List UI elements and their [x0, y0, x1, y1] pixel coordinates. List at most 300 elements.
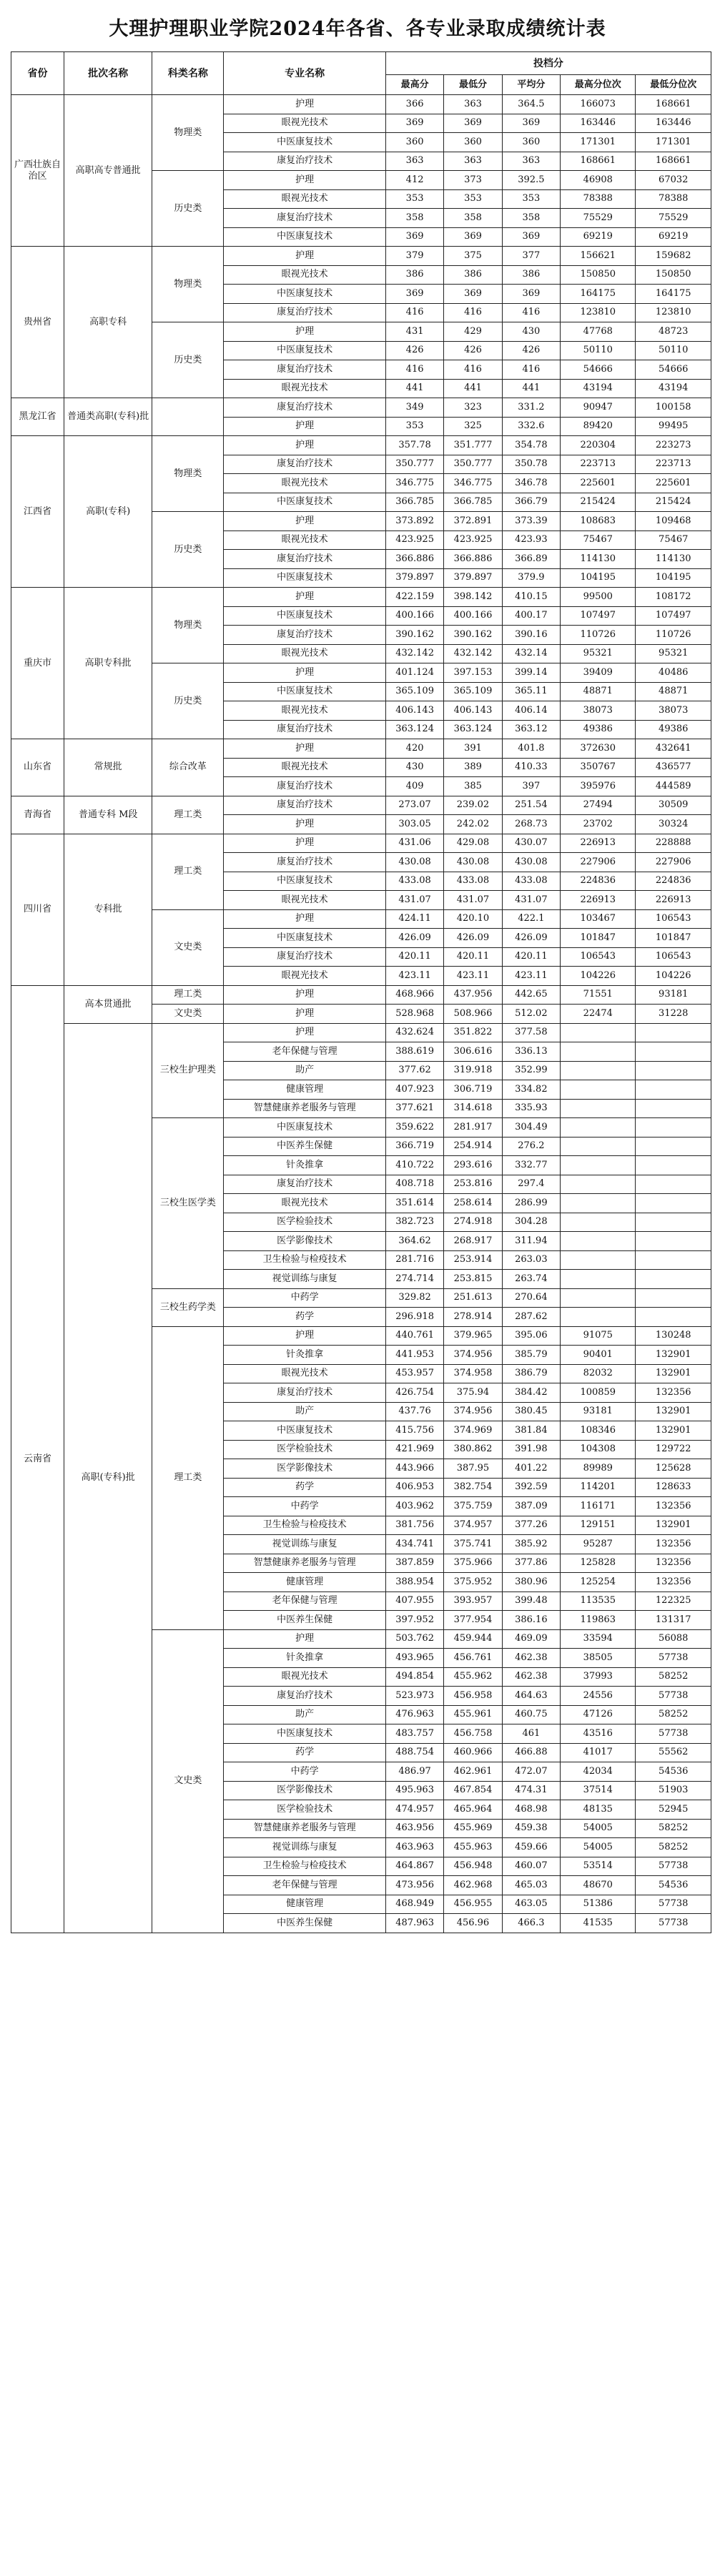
min-score-cell: 274.918: [444, 1213, 502, 1232]
max-score-cell: 468.966: [385, 985, 443, 1005]
max-rank-cell: 90401: [561, 1346, 636, 1365]
min-rank-cell: 107497: [636, 606, 711, 626]
col-batch: 批次名称: [64, 52, 152, 95]
min-score-cell: 406.143: [444, 701, 502, 721]
min-score-cell: 455.963: [444, 1838, 502, 1857]
max-rank-cell: 22474: [561, 1005, 636, 1024]
avg-score-cell: 406.14: [502, 701, 560, 721]
min-score-cell: 455.961: [444, 1705, 502, 1724]
major-cell: 康复治疗技术: [224, 777, 385, 796]
min-rank-cell: 50110: [636, 341, 711, 360]
max-rank-cell: 226913: [561, 891, 636, 910]
max-score-cell: 441: [385, 379, 443, 398]
max-score-cell: 406.953: [385, 1478, 443, 1497]
min-rank-cell: 109468: [636, 512, 711, 531]
avg-score-cell: 431.07: [502, 891, 560, 910]
province-cell: 四川省: [11, 834, 64, 985]
min-score-cell: 423.11: [444, 967, 502, 986]
min-score-cell: 372.891: [444, 512, 502, 531]
min-score-cell: 426: [444, 341, 502, 360]
max-rank-cell: 38505: [561, 1649, 636, 1668]
max-score-cell: 387.859: [385, 1554, 443, 1573]
major-cell: 老年保健与管理: [224, 1042, 385, 1062]
max-score-cell: 416: [385, 303, 443, 322]
max-rank-cell: 50110: [561, 341, 636, 360]
min-score-cell: 319.918: [444, 1061, 502, 1080]
max-score-cell: 358: [385, 209, 443, 228]
avg-score-cell: 401.8: [502, 739, 560, 759]
min-score-cell: 374.956: [444, 1402, 502, 1421]
max-score-cell: 430.08: [385, 853, 443, 872]
max-score-cell: 431.07: [385, 891, 443, 910]
min-score-cell: 379.897: [444, 568, 502, 588]
max-score-cell: 426.09: [385, 929, 443, 948]
min-rank-cell: [636, 1308, 711, 1327]
min-rank-cell: 150850: [636, 265, 711, 285]
min-score-cell: 369: [444, 227, 502, 247]
min-score-cell: 251.613: [444, 1288, 502, 1308]
min-rank-cell: 132356: [636, 1497, 711, 1516]
max-rank-cell: [561, 1061, 636, 1080]
max-score-cell: 274.714: [385, 1270, 443, 1289]
min-score-cell: 433.08: [444, 872, 502, 891]
header-row-1: [11, 52, 711, 75]
min-rank-cell: 132356: [636, 1554, 711, 1573]
col-min-rank: 最低分位次: [636, 75, 711, 95]
avg-score-cell: 353: [502, 189, 560, 209]
min-score-cell: 281.917: [444, 1118, 502, 1138]
major-cell: 眼视光技术: [224, 644, 385, 663]
avg-score-cell: 459.66: [502, 1838, 560, 1857]
avg-score-cell: 426: [502, 341, 560, 360]
avg-score-cell: 335.93: [502, 1099, 560, 1118]
min-rank-cell: 99495: [636, 417, 711, 436]
avg-score-cell: 397: [502, 777, 560, 796]
min-rank-cell: 128633: [636, 1478, 711, 1497]
max-score-cell: 424.11: [385, 909, 443, 929]
max-score-cell: 423.11: [385, 967, 443, 986]
min-score-cell: 386: [444, 265, 502, 285]
min-score-cell: 365.109: [444, 682, 502, 701]
max-score-cell: 426: [385, 341, 443, 360]
major-cell: 康复治疗技术: [224, 1687, 385, 1706]
major-cell: 护理: [224, 588, 385, 607]
avg-score-cell: 332.77: [502, 1156, 560, 1175]
major-cell: 健康管理: [224, 1573, 385, 1592]
max-score-cell: 366.785: [385, 493, 443, 512]
major-cell: 中医康复技术: [224, 341, 385, 360]
avg-score-cell: 423.11: [502, 967, 560, 986]
min-score-cell: 253.914: [444, 1250, 502, 1270]
max-score-cell: 416: [385, 360, 443, 380]
min-score-cell: 389: [444, 758, 502, 777]
batch-cell: 高职(专科)批: [64, 1023, 152, 1933]
max-score-cell: 369: [385, 114, 443, 133]
max-score-cell: 420.11: [385, 947, 443, 967]
min-score-cell: 363: [444, 95, 502, 114]
avg-score-cell: 426.09: [502, 929, 560, 948]
major-cell: 康复治疗技术: [224, 853, 385, 872]
avg-score-cell: 387.09: [502, 1497, 560, 1516]
max-rank-cell: 43194: [561, 379, 636, 398]
max-rank-cell: 95321: [561, 644, 636, 663]
max-rank-cell: 41535: [561, 1914, 636, 1933]
min-rank-cell: [636, 1137, 711, 1156]
avg-score-cell: 460.75: [502, 1705, 560, 1724]
min-rank-cell: 75467: [636, 531, 711, 550]
table-row: [11, 436, 711, 455]
min-rank-cell: 93181: [636, 985, 711, 1005]
avg-score-cell: 464.63: [502, 1687, 560, 1706]
max-rank-cell: 116171: [561, 1497, 636, 1516]
max-rank-cell: [561, 1250, 636, 1270]
major-cell: 针灸推拿: [224, 1346, 385, 1365]
major-cell: 智慧健康养老服务与管理: [224, 1819, 385, 1838]
max-score-cell: 346.775: [385, 474, 443, 493]
min-score-cell: 460.966: [444, 1743, 502, 1762]
max-rank-cell: 37993: [561, 1667, 636, 1687]
min-rank-cell: 228888: [636, 834, 711, 853]
min-rank-cell: 227906: [636, 853, 711, 872]
major-cell: 护理: [224, 985, 385, 1005]
min-score-cell: 420.11: [444, 947, 502, 967]
col-max-rank: 最高分位次: [561, 75, 636, 95]
min-score-cell: 369: [444, 114, 502, 133]
max-rank-cell: 37514: [561, 1781, 636, 1800]
min-rank-cell: 106543: [636, 947, 711, 967]
table-body: [11, 95, 711, 1933]
max-score-cell: 473.956: [385, 1876, 443, 1895]
min-score-cell: 398.142: [444, 588, 502, 607]
max-rank-cell: 224836: [561, 872, 636, 891]
max-rank-cell: 125254: [561, 1573, 636, 1592]
max-score-cell: 365.109: [385, 682, 443, 701]
min-score-cell: 278.914: [444, 1308, 502, 1327]
min-rank-cell: 132901: [636, 1516, 711, 1535]
max-rank-cell: 166073: [561, 95, 636, 114]
col-avg: 平均分: [502, 75, 560, 95]
col-min: 最低分: [444, 75, 502, 95]
max-rank-cell: 75467: [561, 531, 636, 550]
avg-score-cell: 311.94: [502, 1232, 560, 1251]
max-rank-cell: 104195: [561, 568, 636, 588]
major-cell: 眼视光技术: [224, 891, 385, 910]
avg-score-cell: 346.78: [502, 474, 560, 493]
major-cell: 智慧健康养老服务与管理: [224, 1554, 385, 1573]
max-score-cell: 432.142: [385, 644, 443, 663]
avg-score-cell: 377: [502, 247, 560, 266]
major-cell: 中医康复技术: [224, 568, 385, 588]
max-rank-cell: 226913: [561, 834, 636, 853]
min-rank-cell: 104195: [636, 568, 711, 588]
subject-cell: 文史类: [152, 1629, 224, 1933]
max-score-cell: 388.954: [385, 1573, 443, 1592]
max-rank-cell: 114201: [561, 1478, 636, 1497]
max-score-cell: 431.06: [385, 834, 443, 853]
max-score-cell: 434.741: [385, 1535, 443, 1554]
avg-score-cell: 401.22: [502, 1459, 560, 1479]
subject-cell: 历史类: [152, 512, 224, 588]
avg-score-cell: 364.5: [502, 95, 560, 114]
min-score-cell: 462.961: [444, 1762, 502, 1782]
max-rank-cell: [561, 1023, 636, 1042]
min-score-cell: 242.02: [444, 815, 502, 834]
avg-score-cell: 369: [502, 227, 560, 247]
max-score-cell: 296.918: [385, 1308, 443, 1327]
max-score-cell: 432.624: [385, 1023, 443, 1042]
max-score-cell: 366.719: [385, 1137, 443, 1156]
min-rank-cell: 225601: [636, 474, 711, 493]
max-rank-cell: 163446: [561, 114, 636, 133]
major-cell: 康复治疗技术: [224, 947, 385, 967]
min-rank-cell: 48723: [636, 322, 711, 342]
major-cell: 中医康复技术: [224, 493, 385, 512]
major-cell: 护理: [224, 247, 385, 266]
avg-score-cell: 360: [502, 133, 560, 152]
max-score-cell: 363.124: [385, 720, 443, 739]
max-score-cell: 415.756: [385, 1421, 443, 1441]
province-cell: 贵州省: [11, 247, 64, 398]
max-rank-cell: 48871: [561, 682, 636, 701]
min-score-cell: 350.777: [444, 455, 502, 474]
major-cell: 中医康复技术: [224, 285, 385, 304]
max-score-cell: 408.718: [385, 1175, 443, 1194]
avg-score-cell: 377.26: [502, 1516, 560, 1535]
min-rank-cell: [636, 1156, 711, 1175]
min-rank-cell: 168661: [636, 152, 711, 171]
max-score-cell: 377.621: [385, 1099, 443, 1118]
max-score-cell: 390.162: [385, 626, 443, 645]
avg-score-cell: 304.28: [502, 1213, 560, 1232]
min-score-cell: 465.964: [444, 1800, 502, 1820]
max-score-cell: 495.963: [385, 1781, 443, 1800]
min-rank-cell: 100158: [636, 398, 711, 418]
min-rank-cell: 51903: [636, 1781, 711, 1800]
max-rank-cell: 24556: [561, 1687, 636, 1706]
max-rank-cell: 47126: [561, 1705, 636, 1724]
max-rank-cell: 372630: [561, 739, 636, 759]
min-score-cell: 375.952: [444, 1573, 502, 1592]
min-score-cell: 379.965: [444, 1326, 502, 1346]
avg-score-cell: 286.99: [502, 1194, 560, 1213]
min-score-cell: 351.822: [444, 1023, 502, 1042]
subject-cell: 物理类: [152, 436, 224, 512]
min-score-cell: 426.09: [444, 929, 502, 948]
avg-score-cell: 432.14: [502, 644, 560, 663]
admission-score-table: [11, 51, 711, 1933]
avg-score-cell: 410.33: [502, 758, 560, 777]
avg-score-cell: 380.45: [502, 1402, 560, 1421]
major-cell: 眼视光技术: [224, 474, 385, 493]
max-score-cell: 401.124: [385, 663, 443, 683]
min-score-cell: 306.719: [444, 1080, 502, 1100]
avg-score-cell: 430: [502, 322, 560, 342]
avg-score-cell: 373.39: [502, 512, 560, 531]
major-cell: 眼视光技术: [224, 758, 385, 777]
max-rank-cell: 227906: [561, 853, 636, 872]
max-score-cell: 453.957: [385, 1364, 443, 1383]
major-cell: 卫生检验与检疫技术: [224, 1516, 385, 1535]
avg-score-cell: 392.59: [502, 1478, 560, 1497]
avg-score-cell: 386.16: [502, 1611, 560, 1630]
col-province: 省份: [11, 52, 64, 95]
subject-cell: 历史类: [152, 322, 224, 398]
min-rank-cell: [636, 1232, 711, 1251]
avg-score-cell: 430.07: [502, 834, 560, 853]
major-cell: 针灸推拿: [224, 1156, 385, 1175]
avg-score-cell: 395.06: [502, 1326, 560, 1346]
avg-score-cell: 399.48: [502, 1592, 560, 1611]
min-rank-cell: 95321: [636, 644, 711, 663]
max-rank-cell: 48135: [561, 1800, 636, 1820]
max-score-cell: 463.963: [385, 1838, 443, 1857]
min-rank-cell: 114130: [636, 550, 711, 569]
max-rank-cell: 23702: [561, 815, 636, 834]
max-score-cell: 359.622: [385, 1118, 443, 1138]
subject-cell: 理工类: [152, 985, 224, 1005]
major-cell: 助产: [224, 1705, 385, 1724]
min-score-cell: 416: [444, 303, 502, 322]
min-rank-cell: 57738: [636, 1914, 711, 1933]
min-rank-cell: [636, 1061, 711, 1080]
max-score-cell: 433.08: [385, 872, 443, 891]
avg-score-cell: 385.92: [502, 1535, 560, 1554]
batch-cell: 专科批: [64, 834, 152, 985]
min-rank-cell: [636, 1288, 711, 1308]
max-rank-cell: [561, 1288, 636, 1308]
min-score-cell: 393.957: [444, 1592, 502, 1611]
avg-score-cell: 420.11: [502, 947, 560, 967]
min-rank-cell: 164175: [636, 285, 711, 304]
max-score-cell: 463.956: [385, 1819, 443, 1838]
subject-cell: 文史类: [152, 909, 224, 985]
min-rank-cell: 58252: [636, 1838, 711, 1857]
max-rank-cell: 171301: [561, 133, 636, 152]
max-rank-cell: 220304: [561, 436, 636, 455]
major-cell: 康复治疗技术: [224, 720, 385, 739]
max-score-cell: 369: [385, 227, 443, 247]
max-score-cell: 397.952: [385, 1611, 443, 1630]
major-cell: 眼视光技术: [224, 189, 385, 209]
major-cell: 中医康复技术: [224, 133, 385, 152]
min-score-cell: 360: [444, 133, 502, 152]
max-score-cell: 423.925: [385, 531, 443, 550]
avg-score-cell: 366.89: [502, 550, 560, 569]
min-rank-cell: 30509: [636, 796, 711, 815]
min-rank-cell: [636, 1175, 711, 1194]
col-major: 专业名称: [224, 52, 385, 95]
min-score-cell: 323: [444, 398, 502, 418]
avg-score-cell: 287.62: [502, 1308, 560, 1327]
subject-cell: 理工类: [152, 1326, 224, 1629]
max-score-cell: 377.62: [385, 1061, 443, 1080]
subject-cell: [152, 398, 224, 436]
batch-cell: 高本贯通批: [64, 985, 152, 1023]
subject-cell: 三校生护理类: [152, 1023, 224, 1118]
min-score-cell: 373: [444, 171, 502, 190]
major-cell: 护理: [224, 417, 385, 436]
min-score-cell: 380.862: [444, 1440, 502, 1459]
min-score-cell: 429.08: [444, 834, 502, 853]
max-score-cell: 349: [385, 398, 443, 418]
max-score-cell: 379.897: [385, 568, 443, 588]
max-rank-cell: [561, 1175, 636, 1194]
major-cell: 药学: [224, 1308, 385, 1327]
subject-cell: 物理类: [152, 588, 224, 663]
min-rank-cell: 132901: [636, 1364, 711, 1383]
avg-score-cell: 350.78: [502, 455, 560, 474]
avg-score-cell: 462.38: [502, 1667, 560, 1687]
min-score-cell: 423.925: [444, 531, 502, 550]
avg-score-cell: 268.73: [502, 815, 560, 834]
min-rank-cell: [636, 1080, 711, 1100]
min-rank-cell: 168661: [636, 95, 711, 114]
min-rank-cell: 224836: [636, 872, 711, 891]
max-score-cell: 483.757: [385, 1724, 443, 1744]
major-cell: 护理: [224, 512, 385, 531]
min-score-cell: 375.759: [444, 1497, 502, 1516]
sheet-title: 大理护理职业学院2024年各省、各专业录取成绩统计表: [109, 18, 606, 40]
subject-cell: 历史类: [152, 663, 224, 739]
max-score-cell: 494.854: [385, 1667, 443, 1687]
max-rank-cell: 106543: [561, 947, 636, 967]
max-rank-cell: 168661: [561, 152, 636, 171]
min-score-cell: 253.816: [444, 1175, 502, 1194]
min-rank-cell: 40486: [636, 663, 711, 683]
max-rank-cell: [561, 1137, 636, 1156]
min-score-cell: 374.969: [444, 1421, 502, 1441]
min-rank-cell: 432641: [636, 739, 711, 759]
max-rank-cell: 75529: [561, 209, 636, 228]
max-score-cell: 273.07: [385, 796, 443, 815]
min-score-cell: 456.96: [444, 1914, 502, 1933]
table-row: [11, 796, 711, 815]
max-score-cell: 381.756: [385, 1516, 443, 1535]
max-score-cell: 364.62: [385, 1232, 443, 1251]
min-rank-cell: 30324: [636, 815, 711, 834]
max-score-cell: 407.923: [385, 1080, 443, 1100]
max-rank-cell: 225601: [561, 474, 636, 493]
max-score-cell: 382.723: [385, 1213, 443, 1232]
min-rank-cell: [636, 1250, 711, 1270]
min-rank-cell: [636, 1213, 711, 1232]
avg-score-cell: 352.99: [502, 1061, 560, 1080]
max-rank-cell: 41017: [561, 1743, 636, 1762]
max-rank-cell: 107497: [561, 606, 636, 626]
max-rank-cell: 104226: [561, 967, 636, 986]
min-rank-cell: 129722: [636, 1440, 711, 1459]
avg-score-cell: 385.79: [502, 1346, 560, 1365]
max-rank-cell: 223713: [561, 455, 636, 474]
max-rank-cell: 43516: [561, 1724, 636, 1744]
min-score-cell: 369: [444, 285, 502, 304]
max-rank-cell: 49386: [561, 720, 636, 739]
max-rank-cell: 90947: [561, 398, 636, 418]
max-rank-cell: 110726: [561, 626, 636, 645]
table-row: [11, 834, 711, 853]
major-cell: 康复治疗技术: [224, 398, 385, 418]
min-score-cell: 385: [444, 777, 502, 796]
avg-score-cell: 422.1: [502, 909, 560, 929]
min-rank-cell: 54536: [636, 1876, 711, 1895]
avg-score-cell: 363.12: [502, 720, 560, 739]
major-cell: 护理: [224, 1005, 385, 1024]
min-score-cell: 462.968: [444, 1876, 502, 1895]
max-rank-cell: 101847: [561, 929, 636, 948]
min-score-cell: 455.962: [444, 1667, 502, 1687]
max-rank-cell: 100859: [561, 1383, 636, 1403]
min-rank-cell: 130248: [636, 1326, 711, 1346]
